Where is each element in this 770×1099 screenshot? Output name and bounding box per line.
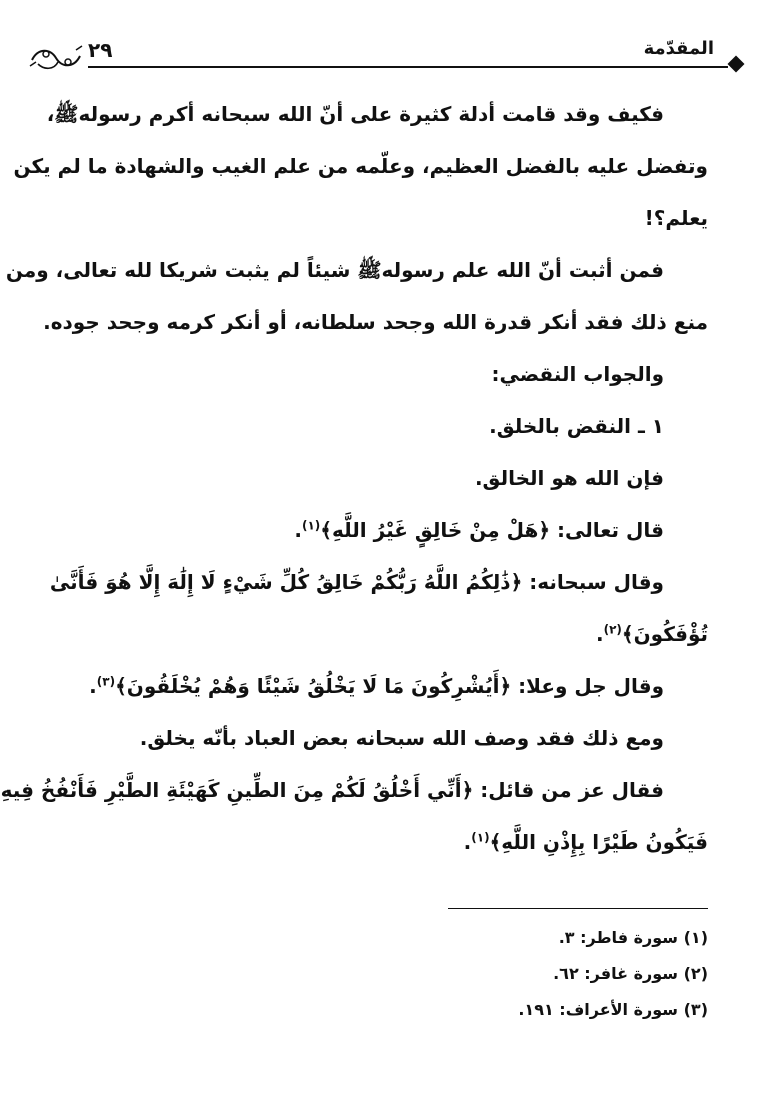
chapter-title: المقدّمة <box>643 38 714 59</box>
footnote: (٣) سورة الأعراف: ١٩١. <box>518 1000 708 1019</box>
quran-verse-line: فَيَكُونُ طَيْرًا بِإِذْنِ اللَّهِ﴾$^{(١)}$. <box>463 830 708 854</box>
page-number: ٢٩ <box>88 38 113 62</box>
text-line: والجواب النقضي: <box>491 362 664 386</box>
text-line: وتفضل عليه بالفضل العظيم، وعلّمه من علم الغيب والشهادة ما لم يكن <box>13 154 708 178</box>
footnote-ref: (١) <box>471 830 490 845</box>
text-line: يعلم؟! <box>644 206 708 230</box>
footnote-ref: (٣) <box>96 674 116 689</box>
footnote-ref: (٢) <box>603 622 622 637</box>
text-line: فكيف وقد قامت أدلة كثيرة على أنّ الله سبحانه أكرم رسولهﷺ، <box>46 102 664 126</box>
footnote-ref: (١) <box>301 518 321 533</box>
quran-verse-line: وقال سبحانه: ﴿ذَٰلِكُمُ اللَّهُ رَبُّكُمْ خَالِقُ كُلِّ شَيْءٍ لَا إِلَٰهَ إِلَّا هُوَ فَأَنَّىٰ <box>49 570 664 594</box>
text-line: منع ذلك فقد أنكر قدرة الله وجحد سلطانه، أو أنكر كرمه وجحد جوده. <box>43 310 708 334</box>
diamond-icon <box>728 56 745 73</box>
quran-verse-line: وقال جل وعلا: ﴿أَيُشْرِكُونَ مَا لَا يَخْلُقُ شَيْئًا وَهُمْ يُخْلَقُونَ﴾$^{(٣)}$. <box>89 674 664 698</box>
text-line: ومع ذلك فقد وصف الله سبحانه بعض العباد بأنّه يخلق. <box>139 726 664 750</box>
footnote: (٢) سورة غافر: ٦٢. <box>553 964 708 983</box>
footnotes <box>68 920 708 1028</box>
text-line: ١ ـ النقض بالخلق. <box>489 414 664 438</box>
ornament-icon <box>28 40 84 76</box>
header-rule <box>88 66 728 68</box>
text-line: فمن أثبت أنّ الله علم رسولهﷺ شيئاً لم يثبت شريكا لله تعالى، ومن <box>5 258 664 282</box>
running-header <box>28 30 742 70</box>
footnote-separator <box>448 908 708 909</box>
footnote: (١) سورة فاطر: ٣. <box>558 928 708 947</box>
quran-verse-line: تُؤْفَكُونَ﴾$^{(٢)}$. <box>595 622 708 646</box>
text-line: فإن الله هو الخالق. <box>474 466 664 490</box>
quran-verse-line: فقال عز من قائل: ﴿أَنِّي أَخْلُقُ لَكُمْ مِنَ الطِّينِ كَهَيْئَةِ الطَّيْرِ فَأَنْفُخُ فِيهِ <box>0 778 664 802</box>
quran-verse-line: قال تعالى: ﴿هَلْ مِنْ خَالِقٍ غَيْرُ اللَّهِ﴾$^{(١)}$. <box>294 518 664 542</box>
main-text <box>0 88 708 868</box>
